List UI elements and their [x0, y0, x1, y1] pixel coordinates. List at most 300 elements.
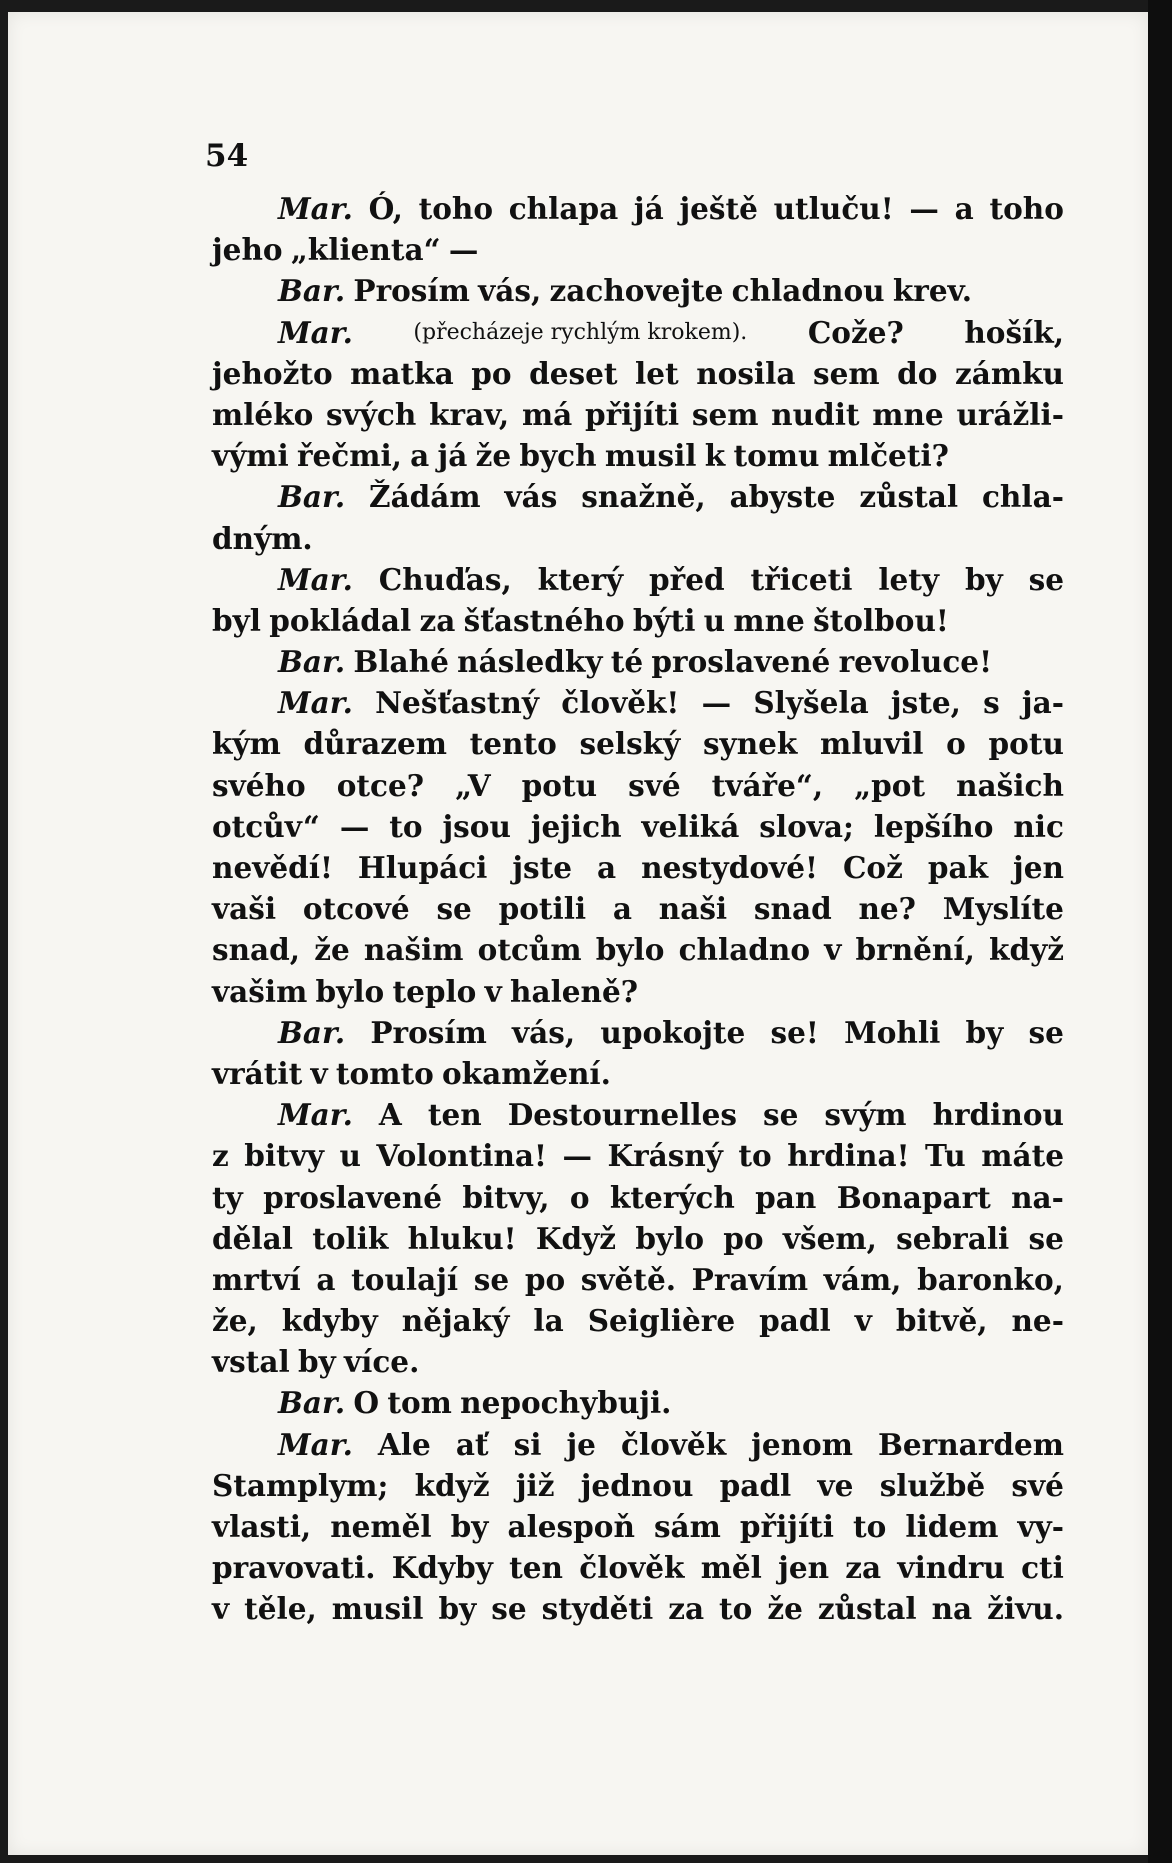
text-line — [212, 1177, 1064, 1218]
word: o — [946, 726, 966, 762]
word: chlapa — [508, 191, 619, 226]
word: „V — [455, 767, 491, 803]
text-line — [212, 971, 1064, 1012]
word: okamžení. — [442, 1055, 611, 1091]
word: Krásný — [607, 1138, 723, 1174]
word: býti — [632, 602, 696, 638]
word: své — [1011, 1467, 1064, 1503]
word: padl — [759, 1303, 831, 1339]
word: že — [767, 1591, 803, 1627]
speaker-label: Mar. — [278, 1426, 353, 1462]
word: v — [824, 932, 842, 968]
word: ty — [212, 1179, 243, 1215]
word: v — [310, 1055, 328, 1091]
word: by — [438, 1591, 477, 1627]
word: ten — [509, 1550, 563, 1586]
word: Bonapart — [836, 1179, 991, 1215]
word: — — [701, 685, 732, 721]
word: O — [353, 1385, 380, 1421]
word: se — [1028, 1014, 1064, 1050]
word: vám, — [823, 1261, 902, 1297]
word: svého — [212, 767, 306, 803]
word: všem, — [782, 1220, 877, 1256]
word: jehožto — [212, 355, 333, 391]
text-line — [212, 806, 1064, 847]
word: sem — [691, 396, 759, 432]
text-line — [212, 1341, 1064, 1382]
word: tváře“, — [711, 767, 824, 803]
word: jeho — [212, 232, 283, 268]
word: se — [1028, 561, 1064, 597]
word: „pot — [854, 767, 926, 803]
word: matka — [350, 355, 454, 391]
word: „klienta“ — [290, 232, 441, 268]
word: našich — [956, 767, 1064, 803]
word: vás, — [478, 273, 542, 309]
word: by — [297, 1344, 336, 1380]
text-line — [212, 1588, 1064, 1629]
word: bylo — [635, 1220, 704, 1256]
word: za — [668, 1591, 705, 1627]
word: bych — [519, 438, 597, 474]
word: by — [964, 561, 1003, 597]
word: svých — [326, 396, 417, 432]
word: jsou — [442, 808, 511, 844]
word: proslavené — [651, 644, 831, 680]
word: třiceti — [750, 561, 853, 597]
word: by — [450, 1509, 489, 1544]
word: musil — [331, 1591, 424, 1627]
word: toho — [418, 191, 493, 226]
text-line — [212, 229, 1064, 270]
word: vlasti, — [212, 1509, 312, 1544]
word: se! — [770, 1014, 819, 1050]
page-edge-shadow — [1148, 0, 1172, 1863]
word: vaši — [212, 891, 277, 927]
word: slova; — [759, 808, 854, 844]
word: Cože? — [807, 314, 904, 350]
word: A — [378, 1097, 402, 1133]
word: hrdinou — [932, 1097, 1064, 1133]
word: bitvě, — [895, 1303, 988, 1339]
speaker-label: Bar. — [278, 1014, 346, 1050]
word: toulají — [351, 1261, 459, 1297]
word: la — [533, 1303, 564, 1339]
word: pokládal — [269, 602, 412, 638]
word: mlčeti? — [827, 438, 949, 474]
word: za — [845, 1550, 882, 1586]
word: nějaký — [401, 1303, 510, 1339]
word: bylo — [315, 973, 385, 1009]
word: z — [212, 1138, 229, 1174]
word: to — [719, 1591, 753, 1627]
text-line — [278, 1094, 1064, 1135]
word: svým — [824, 1097, 907, 1133]
word: Mohli — [844, 1014, 941, 1050]
word: brnění, — [855, 932, 975, 968]
word: styděti — [541, 1591, 654, 1627]
word: bitvy — [244, 1138, 324, 1174]
text-line — [278, 1382, 1064, 1423]
word: vašim — [212, 973, 308, 1009]
word: po — [471, 355, 512, 391]
word: vindru — [897, 1550, 1005, 1586]
word: hošík, — [964, 314, 1064, 350]
word: a — [597, 850, 617, 885]
word: potu — [521, 767, 598, 803]
word: Chuďas, — [378, 561, 512, 597]
word: máte — [981, 1138, 1064, 1174]
speaker-label: Mar. — [278, 561, 353, 597]
word: dným. — [212, 520, 313, 556]
word: Prosím — [353, 273, 470, 309]
word: ve — [817, 1467, 854, 1503]
text-line — [212, 765, 1064, 806]
word: sebrali — [896, 1220, 1010, 1256]
word: — — [448, 232, 479, 268]
text-line — [278, 476, 1064, 517]
word: má — [521, 396, 573, 432]
word: lepšího — [873, 808, 994, 844]
text-line — [278, 1012, 1064, 1053]
word: Ale — [377, 1426, 431, 1462]
word: vstal — [212, 1344, 290, 1380]
word: po — [524, 1261, 566, 1297]
word: s — [983, 685, 1000, 721]
speaker-label: Bar. — [278, 644, 346, 680]
word: své — [628, 767, 681, 803]
word: službě — [879, 1467, 986, 1503]
word: pravovati. — [212, 1550, 376, 1586]
speaker-label: Bar. — [278, 479, 346, 515]
text-line — [278, 270, 1064, 311]
word: že, — [212, 1303, 258, 1339]
word: upokojte — [600, 1014, 746, 1050]
speaker-label: Mar. — [278, 1097, 353, 1133]
word: do — [897, 355, 938, 391]
word: za — [419, 602, 456, 638]
word: člověk — [579, 1550, 685, 1586]
word: štolbou! — [813, 602, 949, 638]
word: alespoň — [507, 1509, 635, 1544]
word: a — [316, 1261, 336, 1297]
word: selský — [579, 726, 681, 762]
word: Stamplym; — [212, 1467, 389, 1503]
word: v — [484, 973, 502, 1009]
word: je — [566, 1426, 596, 1462]
word: se — [1028, 1220, 1064, 1256]
word: cti — [1021, 1550, 1064, 1586]
word: haleně? — [510, 973, 639, 1009]
word: Prosím — [370, 1014, 487, 1050]
word: který — [537, 561, 624, 597]
word: řečmi, — [296, 438, 402, 474]
word: otcům — [477, 932, 582, 968]
word: pan — [755, 1179, 817, 1215]
word: těle, — [244, 1591, 317, 1627]
word: baronko, — [917, 1261, 1064, 1297]
word: Když — [535, 1220, 617, 1256]
text-line — [212, 929, 1064, 970]
word: otce? — [336, 767, 425, 803]
word: proslavené — [263, 1179, 443, 1215]
word: Nešťastný — [375, 685, 540, 721]
word: zachovejte — [549, 273, 724, 309]
word: Destournelles — [507, 1097, 737, 1133]
text-line — [212, 1506, 1064, 1547]
word: krev. — [892, 273, 973, 309]
word: já — [437, 438, 468, 474]
word: let — [635, 355, 679, 391]
word: ještě — [679, 191, 758, 226]
word: Žádám — [369, 479, 481, 515]
word: lety — [878, 561, 940, 597]
word: musil — [604, 438, 697, 474]
text-line — [212, 888, 1064, 929]
word: mluvil — [820, 726, 924, 762]
word: sám — [653, 1509, 721, 1544]
word: jste — [512, 850, 573, 885]
word: šťastného — [463, 602, 625, 638]
word: kdyby — [281, 1303, 378, 1339]
text-line — [212, 1300, 1064, 1341]
word: se — [491, 1591, 527, 1627]
text-line — [278, 641, 1064, 682]
speaker-label: Bar. — [278, 1385, 346, 1421]
word: ať — [455, 1426, 489, 1462]
word: — — [339, 808, 370, 844]
word: revoluce! — [838, 644, 993, 680]
word: mrtví — [212, 1261, 301, 1297]
word: se — [436, 891, 472, 927]
text-line — [212, 1259, 1064, 1300]
word: našim — [363, 932, 464, 968]
word: k — [704, 438, 726, 474]
word: chla- — [981, 479, 1064, 515]
word: já — [633, 191, 664, 226]
word: přijíti — [739, 1509, 835, 1544]
word: že — [314, 932, 350, 968]
word: kterých — [609, 1179, 735, 1215]
word: tento — [469, 726, 557, 762]
word: neměl — [330, 1509, 432, 1544]
word: snad, — [212, 932, 301, 968]
word: byl — [212, 602, 261, 638]
word: Což — [842, 850, 903, 885]
word: ne? — [858, 891, 916, 927]
word: ja- — [1021, 685, 1064, 721]
word: jednou — [580, 1467, 694, 1503]
text-line — [278, 188, 1064, 229]
word: ne- — [1011, 1303, 1064, 1339]
page-number: 54 — [205, 138, 249, 174]
word: následky — [457, 644, 603, 680]
text-line — [278, 559, 1064, 600]
word: se — [763, 1097, 799, 1133]
text-line — [278, 1424, 1064, 1465]
text-line — [212, 1218, 1064, 1259]
text-line — [278, 312, 1064, 353]
word: nestydové! — [641, 850, 818, 885]
word: když — [989, 932, 1064, 968]
word: to — [738, 1138, 772, 1174]
word: urážli- — [956, 396, 1064, 432]
word: se — [473, 1261, 510, 1297]
word: Pravím — [691, 1261, 809, 1297]
word: v — [854, 1303, 872, 1339]
speaker-label: Mar. — [278, 314, 353, 350]
word: Hlupáci — [357, 850, 488, 885]
word: nevědí! — [212, 850, 333, 885]
word: vás, — [512, 1014, 576, 1050]
word: to — [389, 808, 423, 844]
word: vými — [212, 438, 289, 474]
word: jenom — [751, 1426, 853, 1462]
word: padl — [719, 1467, 792, 1503]
text-line — [212, 1465, 1064, 1506]
word: hluku! — [407, 1220, 517, 1256]
word: potu — [988, 726, 1064, 762]
word: Tu — [925, 1138, 966, 1174]
text-line — [212, 435, 1064, 476]
word: deset — [529, 355, 618, 391]
word: zůstal — [859, 479, 959, 515]
dialogue-text — [212, 188, 1064, 1630]
word: na- — [1011, 1179, 1064, 1215]
word: bylo — [595, 932, 665, 968]
speaker-label: Mar. — [278, 685, 353, 721]
word: veliká — [641, 808, 740, 844]
word: Ó, — [368, 191, 403, 226]
word: Myslíte — [942, 891, 1064, 927]
text-line — [212, 1053, 1064, 1094]
word: Seiglière — [587, 1303, 736, 1339]
word: člověk — [620, 1426, 727, 1462]
word: otcův“ — [212, 808, 320, 844]
word: o — [569, 1179, 590, 1215]
word: po — [723, 1220, 764, 1256]
speaker-label: Mar. — [278, 191, 353, 226]
word: synek — [702, 726, 798, 762]
word: ten — [427, 1097, 482, 1133]
word: více. — [343, 1344, 420, 1380]
text-line — [212, 394, 1064, 435]
word: snažně, — [581, 479, 706, 515]
text-line — [212, 1135, 1064, 1176]
word: tomto — [335, 1055, 434, 1091]
word: utluču! — [773, 191, 894, 226]
word: vy- — [1017, 1509, 1064, 1544]
word: u — [339, 1138, 361, 1174]
word: naši — [658, 891, 728, 927]
word: přijíti — [585, 396, 680, 432]
word: nepochybuji. — [460, 1385, 672, 1421]
word: živu. — [987, 1591, 1064, 1627]
word: bitvy, — [462, 1179, 550, 1215]
word: chladnou — [731, 273, 885, 309]
word: lidem — [905, 1509, 999, 1544]
word: před — [649, 561, 725, 597]
word: — — [562, 1138, 592, 1174]
word: hrdina! — [787, 1138, 910, 1174]
word: potili — [498, 891, 587, 927]
word: důrazem — [303, 726, 447, 762]
word: měl — [700, 1550, 762, 1586]
word: chladno — [678, 932, 811, 968]
word: zůstal — [817, 1591, 917, 1627]
word: Slyšela — [753, 685, 869, 721]
word: člověk! — [561, 685, 680, 721]
word: tomu — [733, 438, 820, 474]
word: dělal — [212, 1220, 293, 1256]
word: nic — [1013, 808, 1064, 844]
word: mne — [872, 396, 944, 432]
word: to — [853, 1509, 887, 1544]
word: mléko — [212, 396, 314, 432]
word: tolik — [312, 1220, 389, 1256]
text-line — [212, 847, 1064, 888]
word: pak — [927, 850, 989, 885]
text-line — [212, 723, 1064, 764]
word: sem — [813, 355, 880, 391]
word: mne — [733, 602, 805, 638]
word: a — [954, 191, 974, 226]
word: teplo — [392, 973, 477, 1009]
word: nudit — [771, 396, 860, 432]
word: snad — [753, 891, 832, 927]
word: Volontina! — [376, 1138, 547, 1174]
word: tom — [387, 1385, 452, 1421]
word: Kdyby — [391, 1550, 493, 1586]
word: jen — [778, 1550, 830, 1586]
word: si — [513, 1426, 542, 1462]
text-line — [212, 600, 1064, 641]
word: světě. — [580, 1261, 676, 1297]
word: by — [965, 1014, 1004, 1050]
word: toho — [989, 191, 1064, 226]
word: Bernardem — [877, 1426, 1064, 1462]
word: na — [931, 1591, 973, 1627]
word: v — [212, 1591, 230, 1627]
text-line — [212, 353, 1064, 394]
word: otcové — [302, 891, 410, 927]
word: kým — [212, 726, 281, 762]
word: té — [610, 644, 644, 680]
text-line — [278, 682, 1064, 723]
word: abyste — [729, 479, 836, 515]
word: a — [410, 438, 430, 474]
word: Blahé — [353, 644, 449, 680]
word: — — [909, 191, 939, 226]
word: již — [515, 1467, 555, 1503]
word: krav, — [429, 396, 510, 432]
word: že — [475, 438, 512, 474]
word: jen — [1013, 850, 1064, 885]
word: u — [703, 602, 726, 638]
word: jejich — [530, 808, 622, 844]
word: a — [612, 891, 633, 927]
text-line — [212, 1547, 1064, 1588]
word: nosila — [696, 355, 796, 391]
word: vrátit — [212, 1055, 303, 1091]
word: vás — [504, 479, 558, 515]
stage-direction: (přecházeje rychlým krokem). — [413, 319, 748, 345]
text-line — [212, 518, 1064, 559]
word: jste, — [890, 685, 961, 721]
speaker-label: Bar. — [278, 273, 346, 309]
word: když — [414, 1467, 490, 1503]
word: zámku — [955, 355, 1064, 391]
